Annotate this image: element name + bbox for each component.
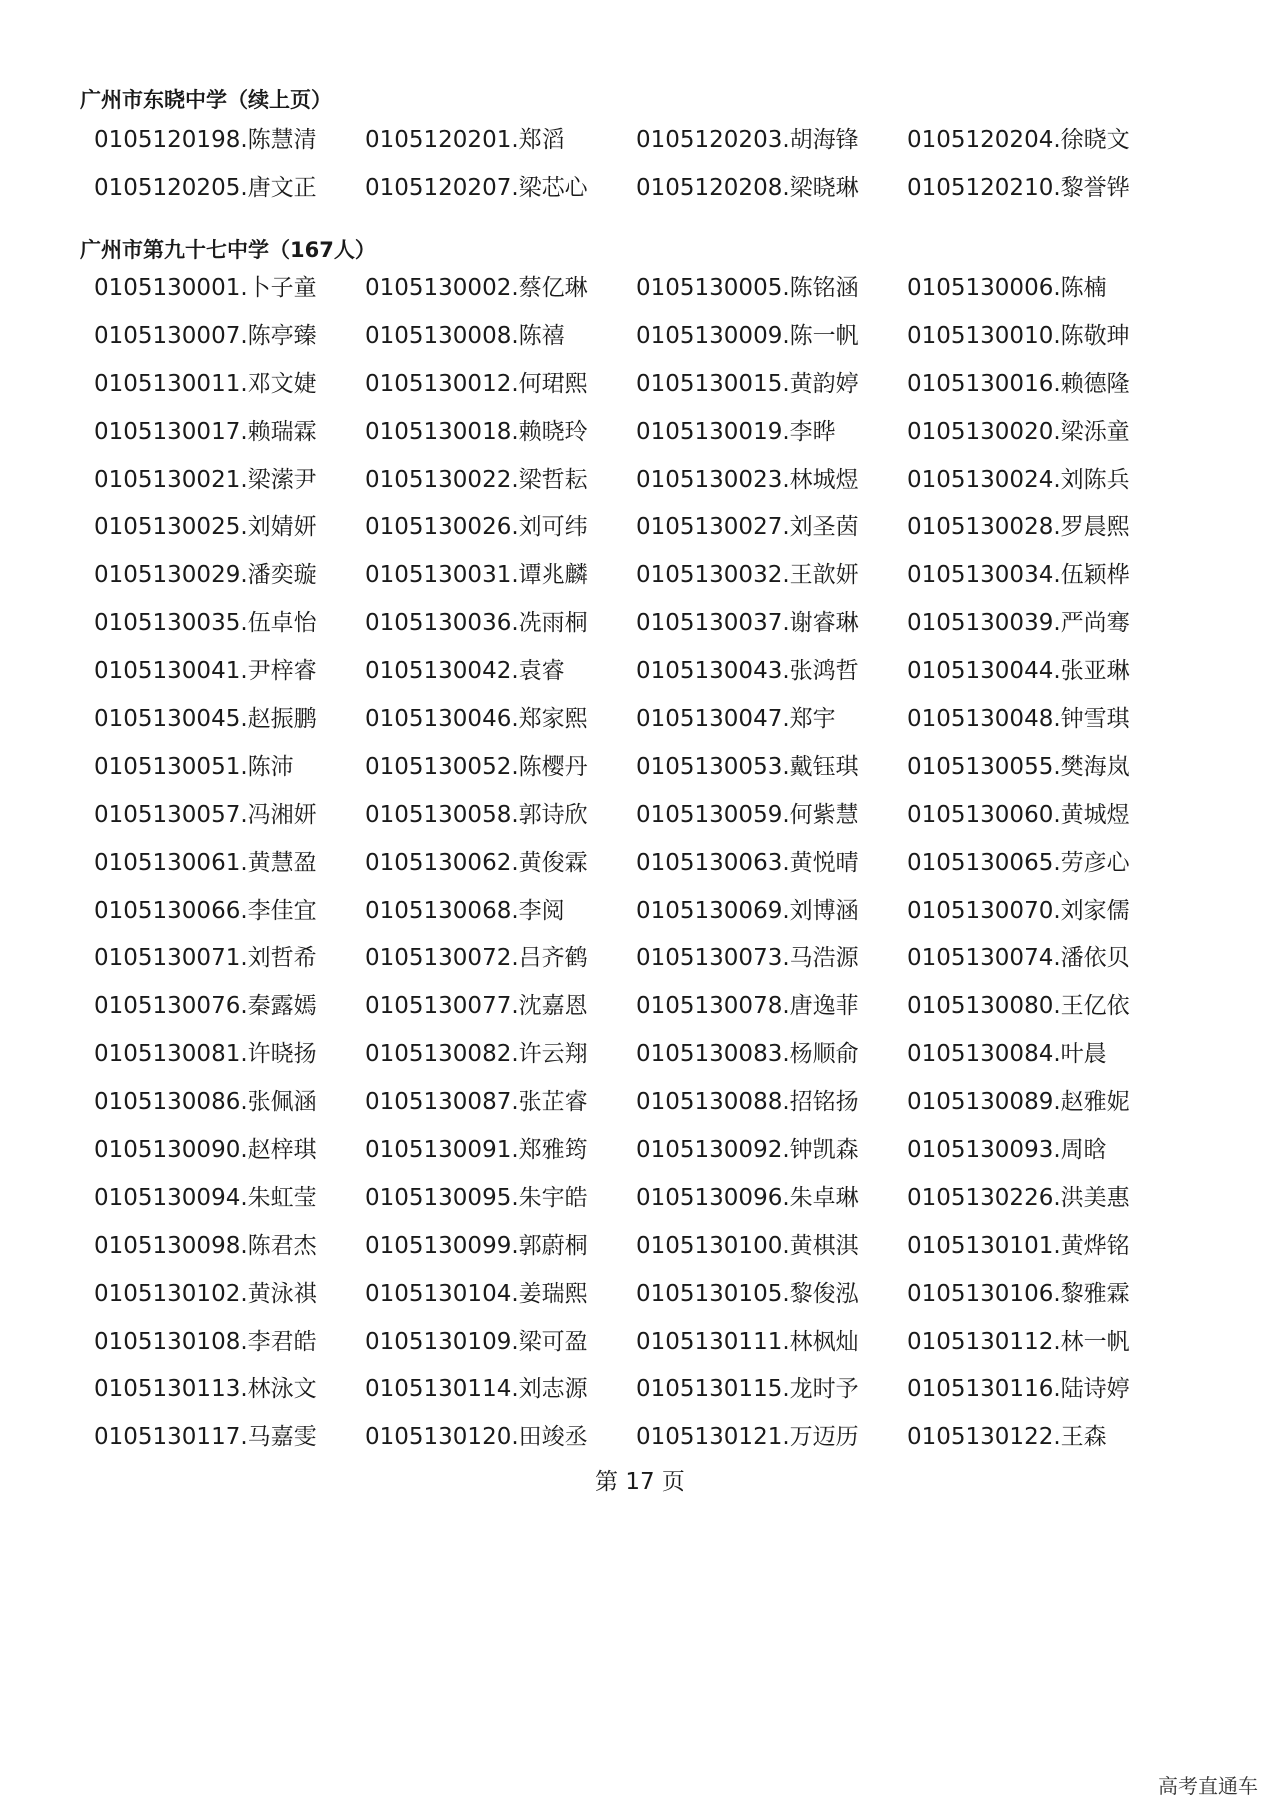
student-entry: 0105130070.刘家儒 [907,897,1130,924]
student-entry: 0105120204.徐晓文 [907,127,1130,153]
student-entry: 0105130058.郭诗欣 [365,801,588,828]
student-entry: 0105130018.赖晓玲 [365,418,588,445]
student-entry: 0105130115.龙时予 [636,1376,859,1403]
page-number: 第 17 页 [595,1469,685,1495]
student-entry: 0105120210.黎誉铧 [907,174,1130,201]
student-entry: 0105130031.谭兆麟 [365,562,588,589]
student-entry: 0105130077.沈嘉恩 [365,993,588,1020]
student-entry: 0105130041.尹梓睿 [94,658,317,685]
student-entry: 0105130112.林一帆 [907,1328,1130,1355]
student-entry: 0105120203.胡海锋 [636,127,859,153]
student-entry: 0105130061.黄慧盈 [94,849,317,876]
student-entry: 0105130055.樊海岚 [907,753,1130,780]
student-entry: 0105130017.赖瑞霖 [94,418,317,445]
student-entry: 0105130048.钟雪琪 [907,706,1130,733]
student-entry: 0105130051.陈沛 [94,753,294,780]
student-entry: 0105130072.吕齐鹤 [365,945,588,972]
student-entry: 0105130019.李晔 [636,418,836,445]
student-entry: 0105130069.刘博涵 [636,897,859,924]
student-entry: 0105130081.许晓扬 [94,1041,317,1068]
student-entry: 0105120201.郑滔 [365,127,565,153]
student-entry: 0105130026.刘可纬 [365,514,588,541]
student-entry: 0105130028.罗晨熙 [907,514,1130,541]
student-entry: 0105130083.杨顺俞 [636,1041,859,1068]
student-entry: 0105130090.赵梓琪 [94,1137,317,1164]
student-entry: 0105130022.梁哲耘 [365,466,588,493]
student-entry: 0105130047.郑宇 [636,706,836,733]
student-entry: 0105130080.王亿依 [907,993,1130,1020]
student-entry: 0105130032.王歆妍 [636,562,859,589]
student-entry: 0105130046.郑家熙 [365,706,588,733]
student-entry: 0105130120.田竣丞 [365,1424,588,1451]
student-entry: 0105130009.陈一帆 [636,322,859,349]
student-entry: 0105130066.李佳宜 [94,897,317,924]
student-entry: 0105130105.黎俊泓 [636,1280,859,1307]
student-entry: 0105130044.张亚琳 [907,658,1130,685]
student-entry: 0105130076.秦露嫣 [94,993,317,1020]
student-entry: 0105130016.赖德隆 [907,370,1130,397]
student-entry: 0105130113.林泳文 [94,1376,317,1403]
student-entry: 0105130099.郭蔚桐 [365,1232,588,1259]
student-entry: 0105130109.梁可盈 [365,1328,588,1355]
student-list-no97 [94,265,1194,1462]
watermark: 高考直通车 [1158,1774,1258,1798]
student-entry: 0105130008.陈禧 [365,322,565,349]
student-entry: 0105120205.唐文正 [94,174,317,201]
student-entry: 0105130062.黄俊霖 [365,849,588,876]
student-entry: 0105130106.黎雅霖 [907,1280,1130,1307]
student-entry: 0105130073.马浩源 [636,945,859,972]
student-entry: 0105130091.郑雅筠 [365,1137,588,1164]
student-entry: 0105130001.卜子童 [94,275,317,301]
student-entry: 0105130121.万迈历 [636,1424,859,1451]
student-entry: 0105130060.黄城煜 [907,801,1130,828]
student-entry: 0105130010.陈敬珅 [907,322,1130,349]
student-entry: 0105130025.刘婧妍 [94,514,317,541]
student-entry: 0105130226.洪美惠 [907,1184,1130,1211]
student-entry: 0105130082.许云翔 [365,1041,588,1068]
student-entry: 0105130053.戴钰琪 [636,753,859,780]
student-entry: 0105130068.李阅 [365,897,565,924]
student-list-dongxiao [94,117,1194,213]
student-entry: 0105130114.刘志源 [365,1376,588,1403]
student-entry: 0105130111.林枫灿 [636,1328,859,1355]
student-entry: 0105130023.林城煜 [636,466,859,493]
student-entry: 0105130102.黄泳祺 [94,1280,317,1307]
student-entry: 0105130108.李君皓 [94,1328,317,1355]
student-entry: 0105130027.刘圣茵 [636,514,859,541]
student-entry: 0105130042.袁睿 [365,658,565,685]
section-title-no97: 广州市第九十七中学（167人） [80,238,376,262]
student-entry: 0105130015.黄韵婷 [636,370,859,397]
student-entry: 0105130116.陆诗婷 [907,1376,1130,1403]
student-entry: 0105130078.唐逸菲 [636,993,859,1020]
student-entry: 0105130006.陈楠 [907,275,1107,301]
student-entry: 0105130086.张佩涵 [94,1089,317,1116]
student-entry: 0105130065.劳彦心 [907,849,1130,876]
student-entry: 0105130034.伍颖桦 [907,562,1130,589]
student-entry: 0105130100.黄棋淇 [636,1232,859,1259]
student-entry: 0105130104.姜瑞熙 [365,1280,588,1307]
student-entry: 0105130021.梁潆尹 [94,466,317,493]
student-entry: 0105120198.陈慧清 [94,127,317,153]
student-entry: 0105120208.梁晓琳 [636,174,859,201]
student-entry: 0105130094.朱虹莹 [94,1184,317,1211]
student-entry: 0105130020.梁泺童 [907,418,1130,445]
student-entry: 0105130005.陈铭涵 [636,275,859,301]
student-entry: 0105130036.冼雨桐 [365,610,588,637]
student-entry: 0105130011.邓文婕 [94,370,317,397]
student-entry: 0105130074.潘依贝 [907,945,1130,972]
student-entry: 0105130089.赵雅妮 [907,1089,1130,1116]
student-entry: 0105120207.梁芯心 [365,174,588,201]
student-entry: 0105130117.马嘉雯 [94,1424,317,1451]
student-entry: 0105130037.谢睿琳 [636,610,859,637]
student-entry: 0105130039.严尚骞 [907,610,1130,637]
student-entry: 0105130087.张芷睿 [365,1089,588,1116]
student-entry: 0105130071.刘哲希 [94,945,317,972]
student-entry: 0105130002.蔡亿琳 [365,275,588,301]
student-entry: 0105130088.招铭扬 [636,1089,859,1116]
student-entry: 0105130096.朱卓琳 [636,1184,859,1211]
student-entry: 0105130045.赵振鹏 [94,706,317,733]
student-entry: 0105130043.张鸿哲 [636,658,859,685]
student-entry: 0105130057.冯湘妍 [94,801,317,828]
student-entry: 0105130063.黄悦晴 [636,849,859,876]
student-entry: 0105130052.陈樱丹 [365,753,588,780]
student-entry: 0105130012.何珺熙 [365,370,588,397]
student-entry: 0105130122.王森 [907,1424,1107,1451]
student-entry: 0105130024.刘陈兵 [907,466,1130,493]
student-entry: 0105130098.陈君杰 [94,1232,317,1259]
section-title-dongxiao: 广州市东晓中学（续上页） [80,88,332,112]
student-entry: 0105130007.陈亭臻 [94,322,317,349]
student-entry: 0105130035.伍卓怡 [94,610,317,637]
student-entry: 0105130101.黄烨铭 [907,1232,1130,1259]
student-entry: 0105130029.潘奕璇 [94,562,317,589]
student-entry: 0105130093.周晗 [907,1137,1107,1164]
student-entry: 0105130059.何紫慧 [636,801,859,828]
student-entry: 0105130095.朱宇皓 [365,1184,588,1211]
student-entry: 0105130092.钟凯森 [636,1137,859,1164]
student-entry: 0105130084.叶晨 [907,1041,1107,1068]
